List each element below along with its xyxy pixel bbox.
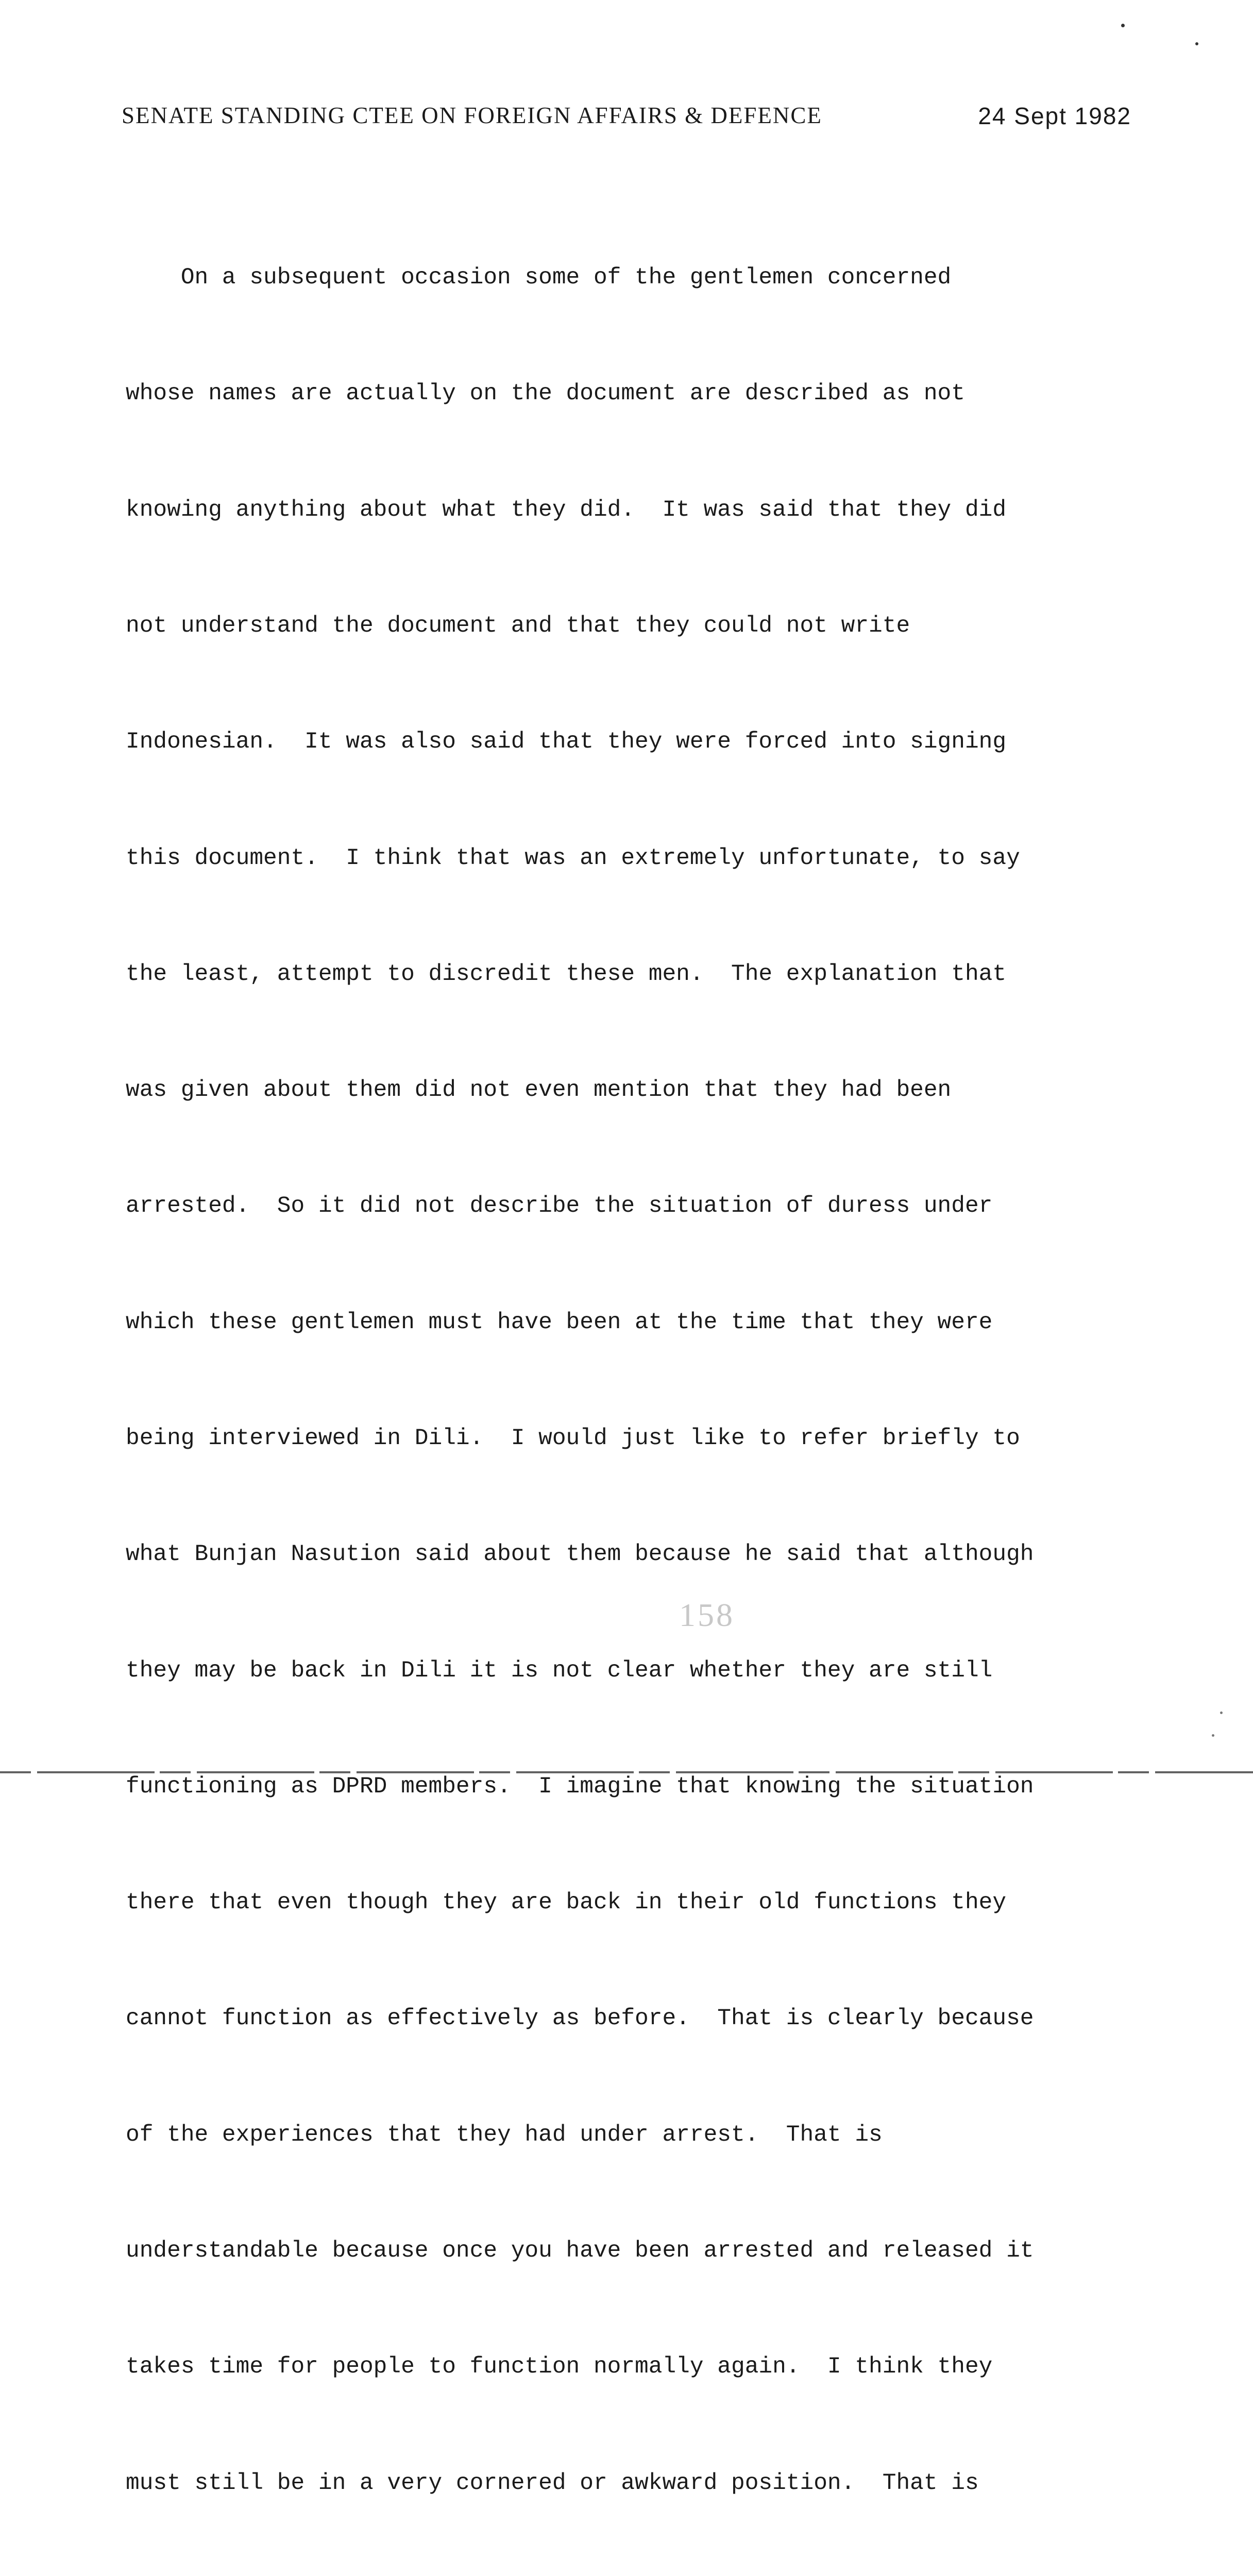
scan-speck — [1220, 1711, 1223, 1714]
paragraph-line: was given about them did not even mention that they had been — [126, 1077, 952, 1104]
paragraph-line: what Bunjan Nasution said about them because he said that although — [126, 1541, 1034, 1568]
header-date: 24 Sept 1982 — [978, 103, 1131, 129]
page-number: 158 — [679, 1597, 735, 1633]
paragraph-line: there that even though they are back in their old functions they — [126, 1890, 1007, 1916]
paragraph-line: On a subsequent occasion some of the gentlemen concerned — [126, 265, 952, 291]
paragraph-line: takes time for people to function normally again. I think they — [126, 2354, 993, 2380]
paragraph-line: Indonesian. It was also said that they were forced into signing — [126, 729, 1007, 755]
page-header — [122, 102, 1131, 138]
paragraph-line: which these gentlemen must have been at the time that they were — [126, 1309, 993, 1335]
paragraph-line: must still be in a very cornered or awkward position. That is — [126, 2470, 979, 2496]
paragraph-line: being interviewed in Dili. I would just like to refer briefly to — [126, 1426, 1020, 1451]
paragraph-line: not understand the document and that they could not write — [126, 613, 910, 639]
paragraph-line: understandable because once you have been arrested and released it — [126, 2238, 1034, 2264]
scan-speck — [1212, 1734, 1214, 1737]
paragraph-line: this document. I think that was an extremely unfortunate, to say — [126, 845, 1020, 871]
body-paragraph — [126, 181, 1136, 2576]
paragraph-line: the least, attempt to discredit these men. The explanation that — [126, 961, 1007, 987]
scan-speck — [1195, 42, 1198, 45]
paragraph-line: knowing anything about what they did. It was said that they did — [126, 497, 1007, 523]
paragraph-line: of the experiences that they had under arrest. That is — [126, 2122, 883, 2148]
paragraph-line: cannot function as effectively as before. That is clearly because — [126, 2006, 1034, 2032]
bottom-edge-rule — [0, 1771, 1253, 1773]
scan-speck — [1121, 24, 1125, 27]
paragraph-line: functioning as DPRD members. I imagine that knowing the situation — [126, 1773, 1034, 1800]
paragraph-line: they may be back in Dili it is not clear whether they are still — [126, 1657, 993, 1684]
header-title: SENATE STANDING CTEE ON FOREIGN AFFAIRS & DEFENCE — [122, 103, 822, 128]
paragraph-line: whose names are actually on the document are described as not — [126, 381, 965, 407]
paragraph-line: arrested. So it did not describe the situation of duress under — [126, 1193, 993, 1219]
